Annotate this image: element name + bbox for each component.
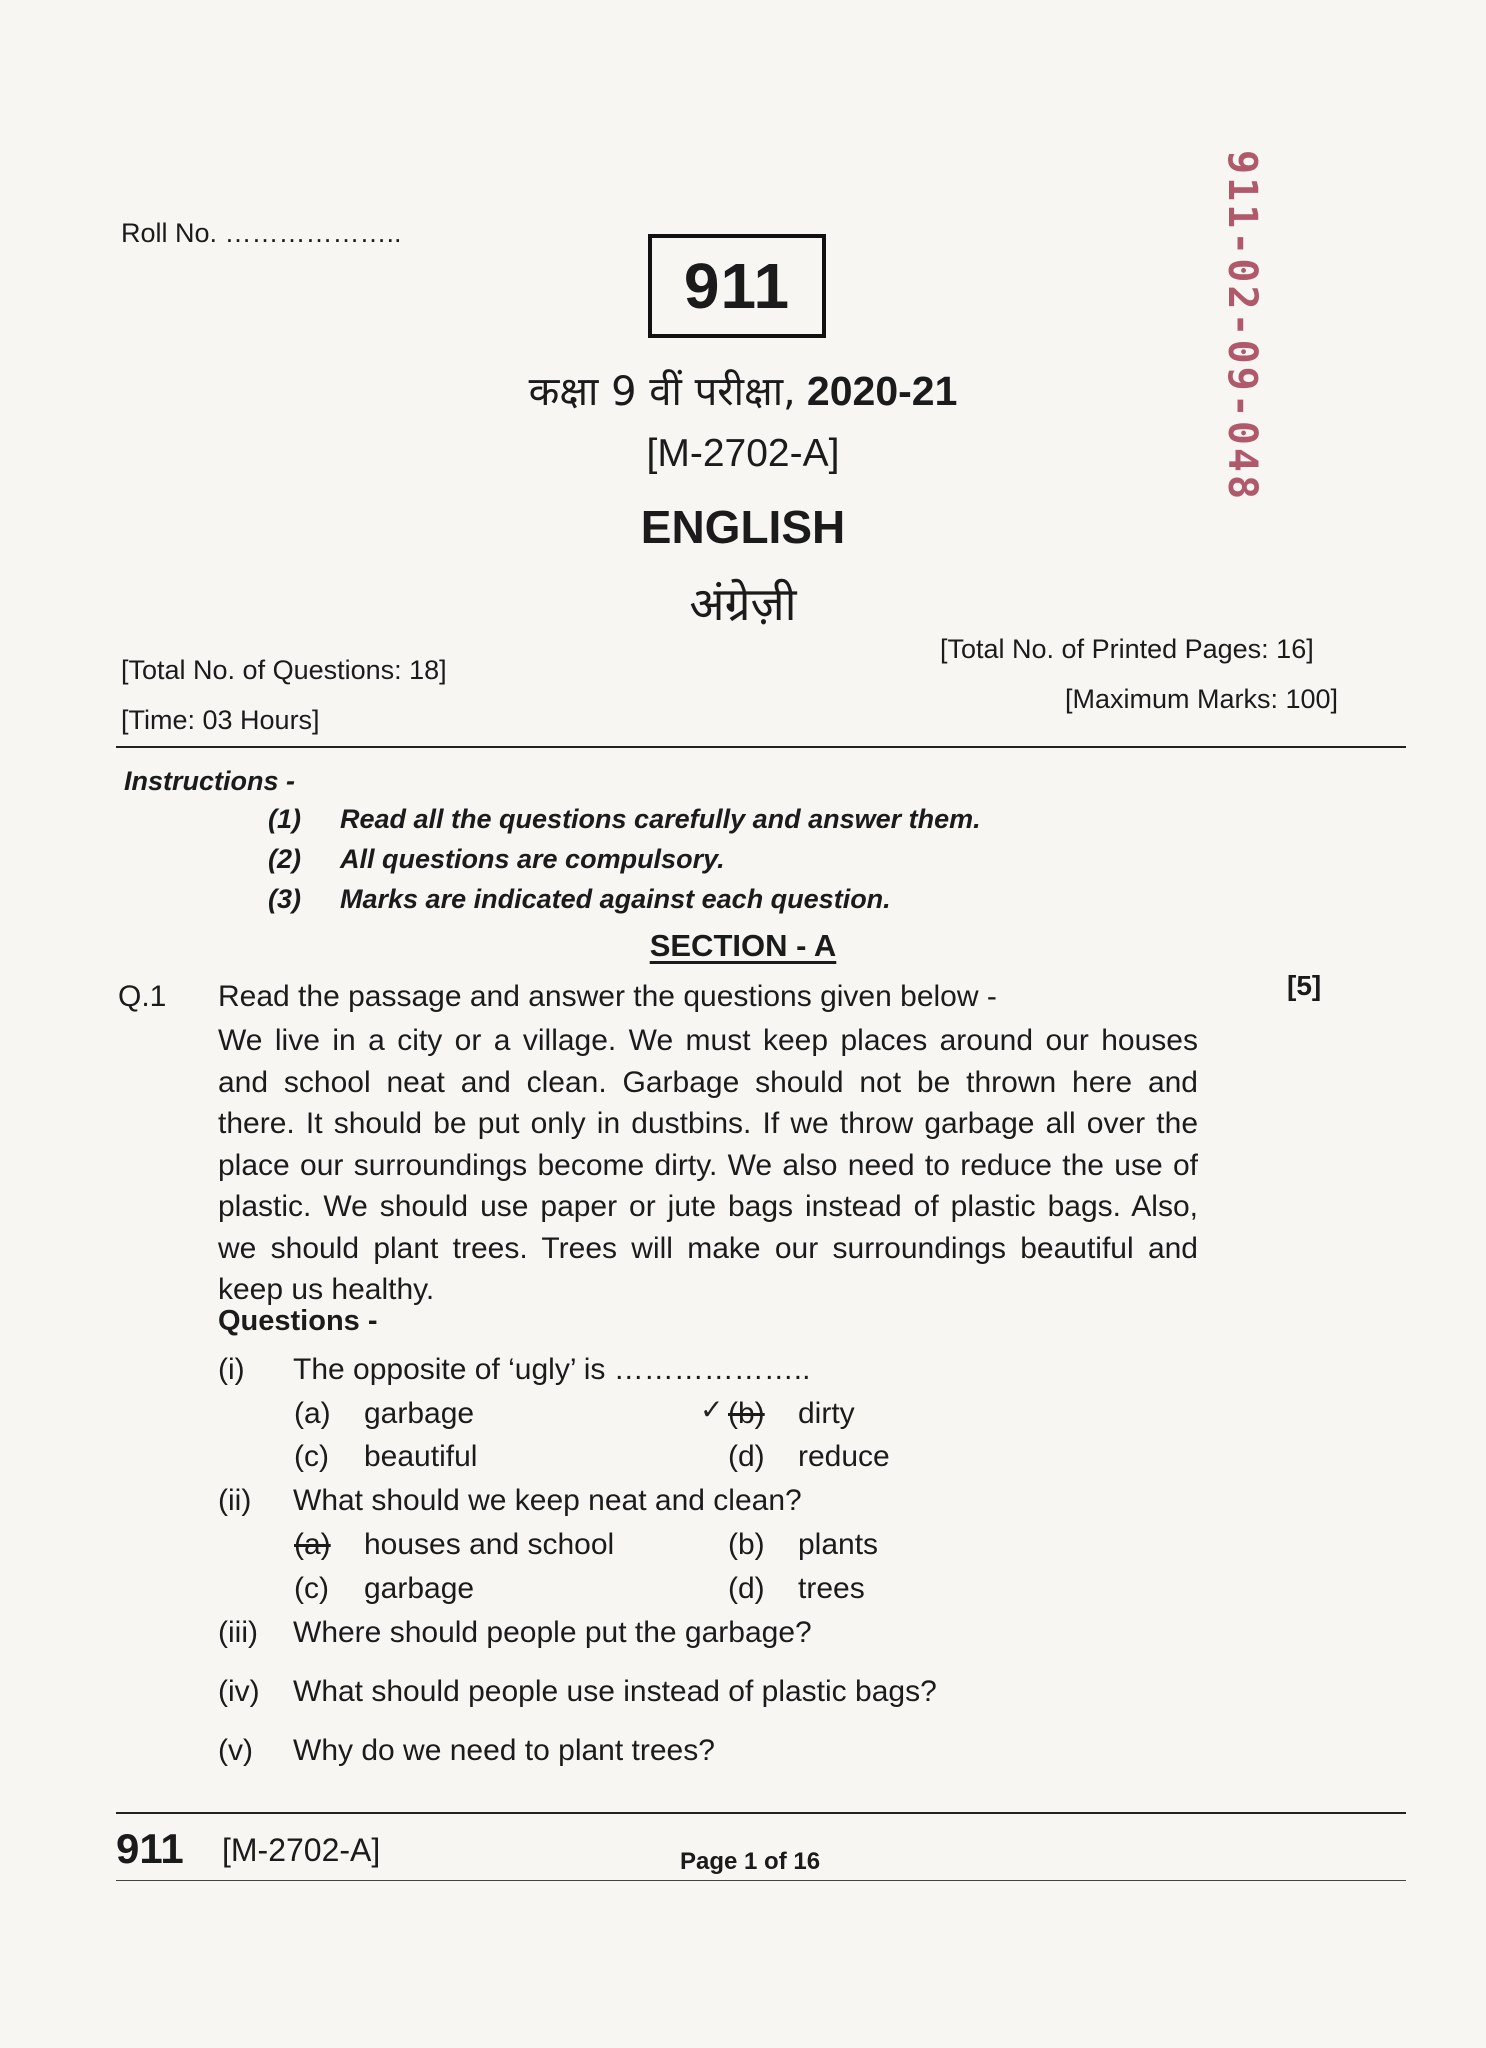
header-divider bbox=[116, 746, 1406, 748]
option bbox=[294, 1440, 477, 1474]
option-label: (b) bbox=[728, 1528, 765, 1561]
subject-hindi: अंग्रेज़ी bbox=[689, 577, 797, 631]
exam-time: [Time: 03 Hours] bbox=[121, 705, 320, 735]
instruction-number: (3) bbox=[268, 884, 301, 914]
paper-code: [M-2702-A] bbox=[646, 432, 840, 475]
subquestion-text: The opposite of ‘ugly’ is ……………….. bbox=[293, 1353, 811, 1386]
option bbox=[728, 1440, 890, 1474]
question-prompt: Read the passage and answer the questions given below - bbox=[218, 980, 997, 1013]
instruction-text: Read all the questions carefully and answer them. bbox=[340, 804, 981, 834]
paper-number: 911 bbox=[683, 250, 791, 322]
option-label: (a) bbox=[294, 1528, 331, 1561]
option-text: dirty bbox=[798, 1397, 855, 1430]
total-questions: [Total No. of Questions: 18] bbox=[121, 655, 447, 685]
option-text: reduce bbox=[798, 1440, 890, 1473]
total-pages: [Total No. of Printed Pages: 16] bbox=[940, 634, 1314, 664]
option bbox=[294, 1397, 474, 1431]
instruction-item bbox=[268, 844, 725, 875]
subquestion-number: (iii) bbox=[218, 1616, 258, 1649]
option-selected bbox=[700, 1393, 855, 1431]
section-title: SECTION - A bbox=[649, 928, 837, 963]
footer-paper-number: 911 bbox=[116, 1825, 184, 1872]
instruction-text: Marks are indicated against each question. bbox=[340, 884, 891, 914]
subject-english: ENGLISH bbox=[640, 501, 846, 553]
reading-passage: We live in a city or a village. We must keep places around our houses and school neat and clean. Garbage should not be thrown here and there. It should be put only in dustbins. If we throw garbage all over the place our surroundings become dirty. We also need to reduce the use of plastic. We should use paper or jute bags instead of plastic bags. Also, we should plant trees. Trees will make our surroundings beautiful and keep us healthy. bbox=[218, 1024, 1198, 1306]
question-marks: [5] bbox=[1287, 970, 1322, 1001]
subquestion-text: What should we keep neat and clean? bbox=[293, 1484, 802, 1517]
exam-year: 2020-21 bbox=[806, 368, 958, 414]
option-text: garbage bbox=[364, 1397, 475, 1430]
subquestion bbox=[218, 1484, 802, 1518]
checkmark-icon: ✓ bbox=[700, 1393, 724, 1426]
subquestion-number: (iv) bbox=[218, 1675, 260, 1708]
subquestion-number: (v) bbox=[218, 1734, 253, 1767]
option-text: garbage bbox=[364, 1572, 475, 1605]
subquestion-text: Why do we need to plant trees? bbox=[293, 1734, 715, 1767]
subquestion bbox=[218, 1353, 810, 1387]
option-label: (c) bbox=[294, 1572, 329, 1605]
footer-paper-code: [M-2702-A] bbox=[222, 1832, 381, 1868]
instruction-item bbox=[268, 884, 891, 915]
option-text: beautiful bbox=[364, 1440, 478, 1473]
subquestion-number: (ii) bbox=[218, 1484, 252, 1517]
page-number: Page 1 of 16 bbox=[680, 1848, 821, 1875]
option-text: plants bbox=[798, 1528, 879, 1561]
subquestion bbox=[218, 1675, 937, 1709]
option-label: (b) bbox=[728, 1397, 765, 1430]
instruction-number: (1) bbox=[268, 804, 301, 834]
questions-heading: Questions - bbox=[218, 1305, 378, 1337]
subquestion-text: Where should people put the garbage? bbox=[293, 1616, 812, 1649]
roll-number-label: Roll No. ……………….. bbox=[121, 218, 402, 248]
subquestion bbox=[218, 1734, 715, 1768]
option-label: (d) bbox=[728, 1572, 765, 1605]
subquestion bbox=[218, 1616, 812, 1650]
footer-bottom-line bbox=[116, 1880, 1406, 1881]
option bbox=[728, 1528, 878, 1562]
stamp-code: 911-02-09-048 bbox=[1219, 150, 1265, 503]
subquestion-number: (i) bbox=[218, 1353, 245, 1386]
option bbox=[294, 1572, 474, 1606]
option-text: trees bbox=[798, 1572, 865, 1605]
option-label: (c) bbox=[294, 1440, 329, 1473]
exam-title bbox=[0, 362, 1486, 417]
paper-number-box bbox=[648, 234, 826, 338]
instructions-heading: Instructions - bbox=[124, 766, 296, 796]
maximum-marks: [Maximum Marks: 100] bbox=[1065, 684, 1339, 714]
option-text: houses and school bbox=[364, 1528, 615, 1561]
option-label: (a) bbox=[294, 1397, 331, 1430]
exam-title-hindi: कक्षा 9 वीं परीक्षा, bbox=[528, 369, 796, 415]
instruction-text: All questions are compulsory. bbox=[340, 844, 725, 874]
question-number: Q.1 bbox=[118, 980, 167, 1013]
option-label: (d) bbox=[728, 1440, 765, 1473]
option-selected bbox=[294, 1528, 614, 1562]
footer-divider bbox=[116, 1812, 1406, 1814]
instruction-number: (2) bbox=[268, 844, 301, 874]
option bbox=[728, 1572, 865, 1606]
subquestion-text: What should people use instead of plastic bags? bbox=[293, 1675, 937, 1708]
instruction-item bbox=[268, 804, 981, 835]
